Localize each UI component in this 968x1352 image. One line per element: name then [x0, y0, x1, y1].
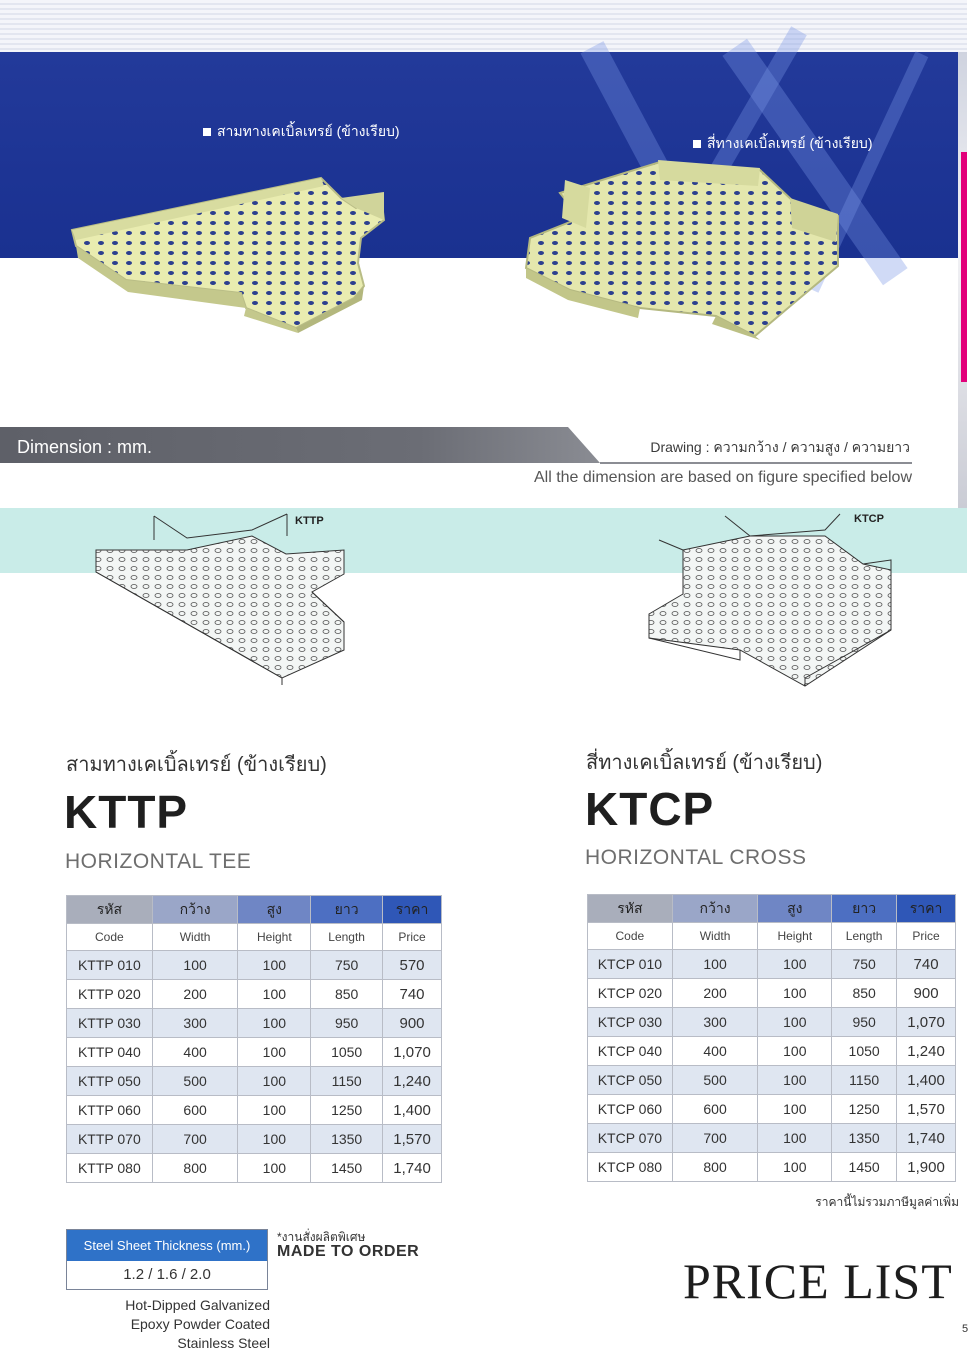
height-cell: 100: [238, 1125, 311, 1154]
thickness-box: [66, 1229, 268, 1290]
table-row: [67, 1154, 442, 1183]
height-cell: 100: [758, 1037, 832, 1066]
price-cell: 900: [383, 1009, 442, 1038]
finish-item: Stainless Steel: [177, 1335, 270, 1351]
code-cell: KTCP 070: [588, 1124, 673, 1153]
height-cell: 100: [758, 1095, 832, 1124]
price-cell: 570: [383, 951, 442, 980]
length-cell: 750: [832, 950, 897, 979]
table-row: [588, 1095, 956, 1124]
code-cell: KTTP 040: [67, 1038, 153, 1067]
price-list-title: PRICE LIST: [683, 1253, 953, 1309]
kttp-header-width-th: กว้าง: [152, 896, 238, 924]
ktcp-price-table: [587, 894, 956, 1182]
kttp-thai-title: สามทางเคเบิ้ลเทรย์ (ข้างเรียบ): [66, 754, 327, 776]
code-cell: KTTP 070: [67, 1125, 153, 1154]
header-stripes: [0, 0, 967, 52]
width-cell: 100: [152, 951, 238, 980]
tee-product-photo: [66, 168, 388, 333]
order-note: *งานสั่งผลิตพิเศษ: [277, 1230, 366, 1244]
ktcp-header-width: Width: [672, 923, 758, 950]
finish-item: Hot-Dipped Galvanized: [125, 1297, 270, 1313]
table-row: [67, 1038, 442, 1067]
price-cell: 1,240: [897, 1037, 956, 1066]
width-cell: 400: [672, 1037, 758, 1066]
ktcp-model-title: KTCP: [585, 783, 715, 835]
page-edge: [958, 52, 967, 522]
kttp-header-price: Price: [383, 924, 442, 951]
price-cell: 1,740: [897, 1124, 956, 1153]
height-cell: 100: [238, 1038, 311, 1067]
code-cell: KTCP 010: [588, 950, 673, 979]
width-cell: 500: [152, 1067, 238, 1096]
cross-photo-caption: สี่ทางเคเบิ้ลเทรย์ (ข้างเรียบ): [693, 133, 872, 155]
length-cell: 1050: [311, 1038, 383, 1067]
length-cell: 850: [832, 979, 897, 1008]
length-cell: 1250: [311, 1096, 383, 1125]
table-row: [588, 1008, 956, 1037]
thickness-label: Steel Sheet Thickness (mm.): [67, 1230, 267, 1261]
code-cell: KTTP 050: [67, 1067, 153, 1096]
code-cell: KTCP 050: [588, 1066, 673, 1095]
table-row: [588, 979, 956, 1008]
length-cell: 1250: [832, 1095, 897, 1124]
code-cell: KTTP 010: [67, 951, 153, 980]
ktcp-header-height: Height: [758, 923, 832, 950]
price-cell: 1,400: [383, 1096, 442, 1125]
length-cell: 1350: [311, 1125, 383, 1154]
cross-product-photo: [520, 158, 844, 340]
table-row: [588, 1124, 956, 1153]
kttp-header-length-th: ยาว: [311, 896, 383, 924]
kttp-english-header-row: [67, 924, 442, 951]
length-cell: 1150: [311, 1067, 383, 1096]
table-row: [588, 950, 956, 979]
price-cell: 1,240: [383, 1067, 442, 1096]
table-row: [588, 1153, 956, 1182]
width-cell: 300: [672, 1008, 758, 1037]
length-cell: 850: [311, 980, 383, 1009]
dimension-label: Dimension : mm.: [17, 437, 153, 457]
price-cell: 1,570: [383, 1125, 442, 1154]
code-cell: KTCP 060: [588, 1095, 673, 1124]
length-cell: 1350: [832, 1124, 897, 1153]
kttp-header-height: Height: [238, 924, 311, 951]
height-cell: 100: [238, 1154, 311, 1183]
height-cell: 100: [238, 951, 311, 980]
price-cell: 1,400: [897, 1066, 956, 1095]
table-row: [67, 1067, 442, 1096]
code-cell: KTTP 080: [67, 1154, 153, 1183]
code-cell: KTCP 020: [588, 979, 673, 1008]
length-cell: 950: [832, 1008, 897, 1037]
vat-note: ราคานี้ไม่รวมภาษีมูลค่าเพิ่ม: [815, 1195, 959, 1209]
width-cell: 800: [672, 1153, 758, 1182]
ktcp-header-price: Price: [897, 923, 956, 950]
width-cell: 600: [152, 1096, 238, 1125]
width-cell: 300: [152, 1009, 238, 1038]
code-cell: KTCP 040: [588, 1037, 673, 1066]
kttp-header-code: Code: [67, 924, 153, 951]
code-cell: KTTP 060: [67, 1096, 153, 1125]
kttp-header-code-th: รหัส: [67, 896, 153, 924]
price-cell: 1,070: [897, 1008, 956, 1037]
price-cell: 900: [897, 979, 956, 1008]
height-cell: 100: [238, 980, 311, 1009]
ktcp-header-price-th: ราคา: [897, 895, 956, 923]
ktcp-header-height-th: สูง: [758, 895, 832, 923]
width-cell: 500: [672, 1066, 758, 1095]
code-cell: KTTP 030: [67, 1009, 153, 1038]
height-cell: 100: [758, 950, 832, 979]
kttp-header-price-th: ราคา: [383, 896, 442, 924]
kttp-price-table: [66, 895, 442, 1183]
price-cell: 1,570: [897, 1095, 956, 1124]
price-cell: 740: [897, 950, 956, 979]
height-cell: 100: [758, 1124, 832, 1153]
length-cell: 1450: [832, 1153, 897, 1182]
height-cell: 100: [758, 1066, 832, 1095]
ktcp-drawing-tag: KTCP: [854, 513, 884, 525]
table-row: [67, 1009, 442, 1038]
table-row: [67, 1125, 442, 1154]
width-cell: 200: [152, 980, 238, 1009]
width-cell: 700: [152, 1125, 238, 1154]
ktcp-header-code: Code: [588, 923, 673, 950]
kttp-model-title: KTTP: [64, 786, 189, 838]
table-row: [67, 1096, 442, 1125]
height-cell: 100: [758, 1008, 832, 1037]
table-row: [67, 951, 442, 980]
kttp-header-width: Width: [152, 924, 238, 951]
ktcp-header-length: Length: [832, 923, 897, 950]
price-cell: 740: [383, 980, 442, 1009]
drawing-label: Drawing : ความกว้าง / ความสูง / ความยาว: [650, 439, 910, 455]
drawing-underline: [600, 462, 912, 464]
width-cell: 600: [672, 1095, 758, 1124]
ktcp-thai-header-row: [588, 895, 956, 923]
ktcp-subtitle: HORIZONTAL CROSS: [585, 846, 807, 869]
height-cell: 100: [758, 979, 832, 1008]
kttp-header-height-th: สูง: [238, 896, 311, 924]
ktcp-english-header-row: [588, 923, 956, 950]
height-cell: 100: [238, 1067, 311, 1096]
ktcp-header-length-th: ยาว: [832, 895, 897, 923]
width-cell: 400: [152, 1038, 238, 1067]
length-cell: 1150: [832, 1066, 897, 1095]
width-cell: 800: [152, 1154, 238, 1183]
ktcp-header-width-th: กว้าง: [672, 895, 758, 923]
finish-item: Epoxy Powder Coated: [130, 1316, 270, 1332]
width-cell: 700: [672, 1124, 758, 1153]
price-cell: 1,900: [897, 1153, 956, 1182]
made-to-order-label: MADE TO ORDER: [277, 1243, 420, 1260]
price-cell: 1,740: [383, 1154, 442, 1183]
length-cell: 950: [311, 1009, 383, 1038]
width-cell: 200: [672, 979, 758, 1008]
ktcp-line-drawing: [645, 510, 893, 688]
length-cell: 750: [311, 951, 383, 980]
thickness-value: 1.2 / 1.6 / 2.0: [67, 1261, 267, 1289]
table-row: [588, 1066, 956, 1095]
code-cell: KTCP 080: [588, 1153, 673, 1182]
kttp-line-drawing: [92, 510, 348, 685]
height-cell: 100: [758, 1153, 832, 1182]
kttp-thai-header-row: [67, 896, 442, 924]
height-cell: 100: [238, 1096, 311, 1125]
width-cell: 100: [672, 950, 758, 979]
ktcp-thai-title: สี่ทางเคเบิ้ลเทรย์ (ข้างเรียบ): [586, 752, 823, 774]
tee-photo-caption: สามทางเคเบิ้ลเทรย์ (ข้างเรียบ): [203, 121, 400, 143]
code-cell: KTTP 020: [67, 980, 153, 1009]
table-row: [588, 1037, 956, 1066]
dimension-note: All the dimension are based on figure specified below: [533, 469, 912, 486]
kttp-header-length: Length: [311, 924, 383, 951]
kttp-subtitle: HORIZONTAL TEE: [65, 850, 252, 873]
kttp-drawing-tag: KTTP: [295, 515, 324, 527]
code-cell: KTCP 030: [588, 1008, 673, 1037]
page-number: 5: [962, 1323, 968, 1335]
table-row: [67, 980, 442, 1009]
ktcp-header-code-th: รหัส: [588, 895, 673, 923]
price-cell: 1,070: [383, 1038, 442, 1067]
length-cell: 1050: [832, 1037, 897, 1066]
height-cell: 100: [238, 1009, 311, 1038]
length-cell: 1450: [311, 1154, 383, 1183]
